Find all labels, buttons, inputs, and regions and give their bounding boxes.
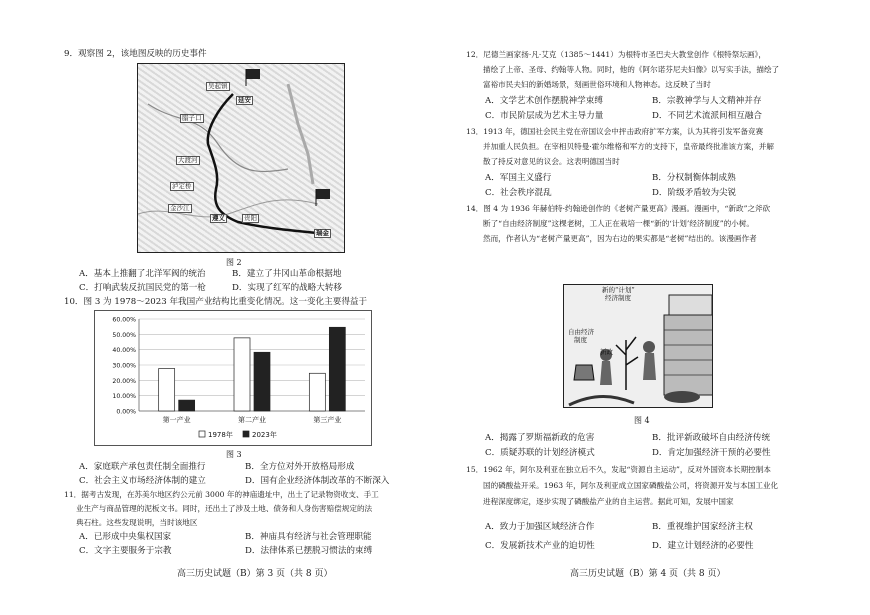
q10-option-d: D．国有企业经济体制改革的不断深入 [245, 476, 390, 486]
q11-line: 11．据考古发现，在苏美尔地区约公元前 3000 年的神庙遗址中，出土了记录物资收支、手工 [64, 490, 379, 499]
bar-第二产业-2023年 [254, 352, 270, 411]
map-label: 吴起镇 [208, 82, 228, 90]
q12-option-c: C．市民阶层成为艺术主导力量 [485, 111, 604, 121]
y-tick-label: 40.00% [112, 347, 136, 355]
right-page-footer: 高三历史试题（B）第 4 页（共 8 页） [570, 569, 726, 579]
q15-line: 进程深度绑定，逐步实现了磷酸盐产业的自主运营。据此可知，发展中国家 [483, 497, 734, 506]
q10-option-b: B．全方位对外开放格局形成 [245, 462, 355, 472]
map-label: 遵义 [212, 214, 225, 222]
q11-line: 典石柱。这些发现说明，当时该地区 [76, 518, 198, 527]
q15-option-c: C．发展新技术产业的迫切性 [485, 541, 595, 551]
q11-option-a: A．已形成中央集权国家 [79, 532, 172, 542]
y-tick-label: 0.00% [116, 408, 136, 416]
cartoon-label: 新政 [600, 348, 613, 356]
q9-option-b: B．建立了井冈山革命根据地 [232, 269, 342, 279]
cartoon-label: 新的“计划” [602, 286, 635, 294]
q11-option-b: B．神庙具有经济与社会管理职能 [245, 532, 372, 542]
bar-第一产业-2023年 [179, 400, 195, 411]
cartoon-label: 自由经济 [568, 328, 594, 336]
q9-option-a: A．基本上推翻了北洋军阀的统治 [79, 269, 206, 279]
q14-option-b: B．批评新政破坏自由经济传统 [652, 433, 771, 443]
bar-第三产业-2023年 [329, 327, 345, 411]
map-label: 延安 [238, 96, 251, 104]
q15-line: 国的磷酸盐开采。1963 年，阿尔及利亚成立国家磷酸盐公司，将资源开发与本国工业化 [483, 481, 779, 490]
q11-option-d: D．法律体系已摆脱习惯法的束缚 [245, 546, 373, 556]
q15-option-a: A．致力于加强区域经济合作 [485, 522, 595, 532]
cartoon-label: 经济制度 [605, 294, 631, 302]
x-category-label: 第二产业 [238, 416, 266, 424]
figure-2-caption: 图 2 [226, 258, 242, 267]
q13-option-b: B．分权制衡体制成熟 [652, 173, 736, 183]
q11-line: 业生产与商品管理的泥板文书。同时，还出土了涉及土地、债务和人身伤害赔偿规定的法 [76, 504, 373, 513]
q14-line: 断了“自由经济制度”这棵老树，工人正在栽培一棵“新的‘计划’经济制度”的小树。 [483, 219, 754, 228]
map-label: 大渡河 [178, 156, 198, 164]
bar-chart-figure-3 [94, 310, 372, 446]
q12-option-b: B．宗教神学与人文精神并存 [652, 96, 762, 106]
x-category-label: 第一产业 [162, 416, 191, 424]
q13-line: 13．1913 年，德国社会民主党在帝国议会中抨击政府扩军方案，认为其将引发军备竞赛 [466, 127, 764, 136]
q13-option-c: C．社会秩序混乱 [485, 188, 552, 198]
q10-option-a: A．家庭联产承包责任制全面推行 [79, 462, 206, 472]
y-tick-label: 30.00% [112, 362, 136, 370]
q15-option-d: D．建立计划经济的必要性 [652, 541, 754, 551]
q12-line: 12．尼德兰画家扬·凡·艾克（1385～1441）为根特市圣巴夫大教堂创作《根特祭坛画》， [466, 50, 766, 59]
bar-第三产业-1978年 [309, 373, 325, 411]
map-label: 贵阳 [244, 214, 257, 222]
q13-line: 散了持反对意见的议会。这表明德国当时 [483, 157, 620, 166]
q12-option-a: A．文学艺术创作摆脱神学束缚 [485, 96, 603, 106]
q12-line: 描绘了上帝、圣母、约翰等人物。同时，他的《阿尔诺芬尼夫妇像》以写实手法，描绘了 [483, 65, 780, 74]
map-label: 泸定桥 [172, 182, 192, 190]
q13-option-a: A．军国主义盛行 [485, 173, 552, 183]
legend-swatch [199, 431, 205, 437]
q14-option-d: D．肯定加强经济干预的必要性 [652, 448, 771, 458]
bar-第一产业-1978年 [159, 369, 175, 411]
map-label: 瑞金 [316, 229, 329, 237]
map-label: 腊子口 [182, 114, 202, 122]
bar-第二产业-1978年 [234, 338, 250, 411]
q9-option-d: D．实现了红军的战略大转移 [232, 283, 343, 293]
q13-line: 并加重人民负担。在宰相贝特曼·霍尔维格和军方的支持下，皇帝最终批准该方案，并解 [483, 142, 774, 151]
q10-stem: 10．图 3 为 1978～2023 年我国产业结构比重变化情况。这一变化主要得益于 [64, 297, 368, 307]
q13-option-d: D．阶级矛盾较为尖锐 [652, 188, 737, 198]
q14-line: 14．图 4 为 1936 年赫伯特·约翰逊创作的《老树产量更高》漫画。漫画中，“新政”之斧砍 [466, 204, 771, 213]
q11-option-c: C．文字主要服务于宗教 [79, 546, 172, 556]
q10-option-c: C．社会主义市场经济体制的建立 [79, 476, 206, 486]
legend-label: 2023年 [252, 431, 277, 439]
left-page-footer: 高三历史试题（B）第 3 页（共 8 页） [177, 569, 333, 579]
q14-option-a: A．揭露了罗斯福新政的危害 [485, 433, 595, 443]
cartoon-figure-4 [563, 284, 713, 408]
q15-line: 15．1962 年，阿尔及利亚在独立后不久，发起“资源自主运动”，反对外国资本长期控制本 [466, 465, 771, 474]
x-category-label: 第三产业 [313, 416, 342, 424]
map-label: 金沙江 [170, 204, 190, 212]
cartoon-label: 制度 [574, 336, 587, 344]
q9-option-c: C．打响武装反抗国民党的第一枪 [79, 283, 206, 293]
q12-line: 富裕市民夫妇的新婚场景，刻画世俗环境和人物神态。这反映了当时 [483, 80, 711, 89]
legend-label: 1978年 [208, 431, 233, 439]
map-figure-2 [137, 63, 345, 253]
legend-swatch [243, 431, 249, 437]
q14-line: 然而，作者认为“老树产量更高”，因为右边的果实都是“老树”结出的。该漫画作者 [483, 234, 757, 243]
y-tick-label: 10.00% [112, 393, 136, 401]
y-tick-label: 60.00% [112, 316, 136, 324]
q15-option-b: B．重视维护国家经济主权 [652, 522, 753, 532]
q9-stem: 9．观察图 2，该地图反映的历史事件 [64, 49, 207, 59]
q12-option-d: D．不同艺术流派间相互融合 [652, 111, 763, 121]
y-tick-label: 50.00% [112, 331, 136, 339]
figure-3-caption: 图 3 [226, 450, 242, 459]
y-tick-label: 20.00% [112, 377, 136, 385]
figure-4-caption: 图 4 [634, 416, 650, 425]
q14-option-c: C．质疑苏联的计划经济模式 [485, 448, 595, 458]
